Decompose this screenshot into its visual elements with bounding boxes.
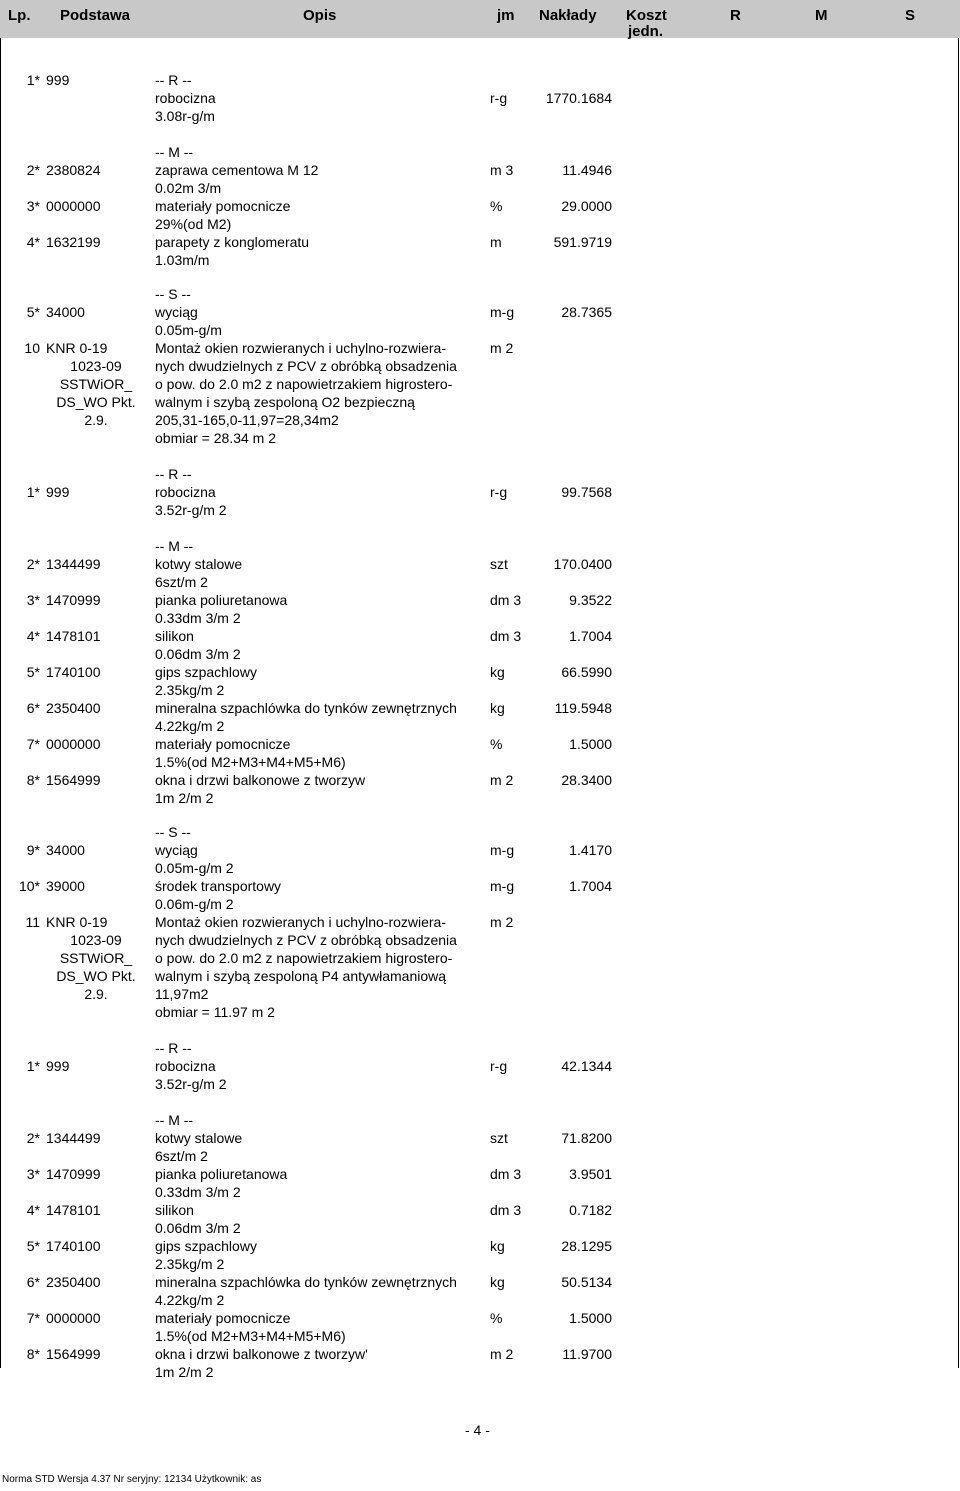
row-jm: m 3 (490, 162, 514, 178)
row-val: 11.4946 (562, 162, 612, 178)
row-val: 99.7568 (561, 484, 612, 500)
row-desc: mineralna szpachlówka do tynków zewnętrznych (155, 1274, 457, 1290)
row-lp: 2* (26, 162, 40, 178)
row-desc: 205,31-165,0-11,97=28,34m2 (155, 412, 339, 428)
row-desc: obmiar = 28.34 m 2 (155, 430, 277, 446)
row-desc: robocizna (155, 484, 216, 500)
row-desc: nych dwudzielnych z PCV z obróbką obsadzenia (155, 932, 457, 948)
row-lp: 4* (26, 1202, 40, 1218)
row-code: 1344499 (46, 556, 101, 572)
row-lp: 1* (26, 484, 40, 500)
header-r: R (730, 7, 741, 24)
row-code: KNR 0-19 (46, 340, 108, 356)
row-code: 0000000 (46, 1310, 101, 1326)
row-lp: 3* (26, 592, 40, 608)
row-code: 1470999 (46, 1166, 101, 1182)
header-podstawa: Podstawa (60, 7, 131, 24)
row-desc: wyciąg (155, 842, 198, 858)
row-code: 2.9. (84, 986, 108, 1002)
row-code: 1564999 (46, 772, 101, 788)
row-desc: 0.02m 3/m (155, 180, 222, 196)
row-lp: 4* (26, 628, 40, 644)
row-desc: gips szpachlowy (155, 664, 257, 680)
row-desc: -- R -- (155, 466, 192, 482)
table-header (0, 0, 960, 38)
row-desc: 0.06m-g/m 2 (155, 896, 234, 912)
row-val: 1.7004 (569, 878, 612, 894)
row-desc: okna i drzwi balkonowe z tworzyw' (155, 1346, 368, 1362)
row-desc: 1m 2/m 2 (155, 1364, 214, 1380)
row-val: 28.1295 (561, 1238, 612, 1254)
row-val: 1.4170 (569, 842, 612, 858)
row-desc: 6szt/m 2 (155, 574, 208, 590)
row-desc: 0.33dm 3/m 2 (155, 1184, 241, 1200)
row-val: 1770.1684 (545, 90, 612, 106)
footer-info: Norma STD Wersja 4.37 Nr seryjny: 12134 Użytkownik: as (2, 1474, 262, 1485)
row-desc: 1.5%(od M2+M3+M4+M5+M6) (155, 754, 346, 770)
row-desc: materiały pomocnicze (155, 1310, 291, 1326)
row-lp: 10 (24, 340, 40, 356)
row-code: 39000 (46, 878, 85, 894)
row-desc: 0.06dm 3/m 2 (155, 646, 241, 662)
row-val: 9.3522 (569, 592, 612, 608)
row-jm: dm 3 (490, 592, 522, 608)
row-jm: dm 3 (490, 628, 522, 644)
row-code: 999 (46, 72, 70, 88)
row-code: DS_WO Pkt. (56, 968, 136, 984)
row-desc: parapety z konglomeratu (155, 234, 310, 250)
header-s: S (905, 7, 916, 24)
row-desc: o pow. do 2.0 m2 z napowietrzakiem higrostero- (155, 376, 453, 392)
row-code: 999 (46, 1058, 70, 1074)
header-naklady: Nakłady (539, 7, 597, 24)
row-jm: % (490, 736, 503, 752)
row-lp: 1* (26, 1058, 40, 1074)
row-desc: 4.22kg/m 2 (155, 1292, 225, 1308)
row-desc: 6szt/m 2 (155, 1148, 208, 1164)
row-jm: kg (490, 1274, 505, 1290)
row-desc: -- S -- (155, 824, 191, 840)
row-jm: m 2 (490, 1346, 514, 1362)
row-val: 1.7004 (569, 628, 612, 644)
row-desc: mineralna szpachlówka do tynków zewnętrznych (155, 700, 457, 716)
row-desc: 1.5%(od M2+M3+M4+M5+M6) (155, 1328, 346, 1344)
row-code: 999 (46, 484, 70, 500)
row-jm: kg (490, 700, 505, 716)
row-code: 1740100 (46, 1238, 101, 1254)
header-koszt: Koszt (626, 7, 667, 24)
row-desc: Montaż okien rozwieranych i uchylno-rozwiera- (155, 914, 447, 930)
row-lp: 3* (26, 1166, 40, 1182)
row-code: 1632199 (46, 234, 101, 250)
row-code: 2350400 (46, 700, 101, 716)
row-desc: obmiar = 11.97 m 2 (155, 1004, 275, 1020)
row-lp: 3* (26, 198, 40, 214)
row-jm: dm 3 (490, 1166, 522, 1182)
row-desc: 11,97m2 (155, 986, 209, 1002)
row-desc: pianka poliuretanowa (155, 1166, 288, 1182)
row-code: 1470999 (46, 592, 101, 608)
row-desc: -- M -- (155, 144, 194, 160)
row-code: 0000000 (46, 198, 101, 214)
header-jm: jm (497, 7, 515, 24)
row-code: 34000 (46, 842, 85, 858)
row-jm: dm 3 (490, 1202, 522, 1218)
row-lp: 7* (26, 736, 40, 752)
row-code: DS_WO Pkt. (56, 394, 136, 410)
row-jm: r-g (490, 1058, 508, 1074)
header-lp: Lp. (8, 7, 31, 24)
row-val: 50.5134 (561, 1274, 612, 1290)
row-val: 11.9700 (562, 1346, 612, 1362)
row-code: 2.9. (84, 412, 108, 428)
row-lp: 8* (26, 772, 40, 788)
row-val: 28.7365 (561, 304, 612, 320)
row-code: 1023-09 (70, 932, 122, 948)
row-desc: silikon (155, 1202, 194, 1218)
row-desc: -- S -- (155, 286, 191, 302)
row-code: 2350400 (46, 1274, 101, 1290)
page-number: - 4 - (465, 1422, 490, 1438)
row-desc: środek transportowy (155, 878, 282, 894)
row-jm: kg (490, 1238, 505, 1254)
row-jm: m (490, 234, 502, 250)
row-code: SSTWiOR_ (59, 376, 133, 392)
row-desc: materiały pomocnicze (155, 736, 291, 752)
row-desc: -- R -- (155, 72, 192, 88)
row-lp: 8* (26, 1346, 40, 1362)
row-code: 1478101 (46, 628, 101, 644)
row-desc: kotwy stalowe (155, 556, 243, 572)
row-code: 2380824 (46, 162, 101, 178)
row-code: 1478101 (46, 1202, 101, 1218)
row-lp: 2* (26, 1130, 40, 1146)
row-val: 170.0400 (553, 556, 612, 572)
row-desc: 0.05m-g/m (155, 322, 222, 338)
row-desc: 1m 2/m 2 (155, 790, 214, 806)
row-jm: m-g (490, 842, 515, 858)
row-lp: 10* (18, 878, 40, 894)
row-val: 71.8200 (561, 1130, 612, 1146)
row-lp: 5* (26, 304, 40, 320)
row-code: 1344499 (46, 1130, 101, 1146)
row-lp: 9* (26, 842, 40, 858)
row-val: 1.5000 (569, 1310, 612, 1326)
row-jm: m 2 (490, 772, 514, 788)
row-desc: zaprawa cementowa M 12 (155, 162, 319, 178)
row-lp: 2* (26, 556, 40, 572)
row-desc: -- M -- (155, 538, 194, 554)
row-desc: nych dwudzielnych z PCV z obróbką obsadzenia (155, 358, 457, 374)
row-lp: 4* (26, 234, 40, 250)
header-m: M (815, 7, 828, 24)
row-desc: 0.05m-g/m 2 (155, 860, 234, 876)
row-desc: 2.35kg/m 2 (155, 682, 225, 698)
row-jm: % (490, 198, 503, 214)
row-desc: kotwy stalowe (155, 1130, 243, 1146)
row-desc: silikon (155, 628, 194, 644)
row-jm: % (490, 1310, 503, 1326)
row-desc: 2.35kg/m 2 (155, 1256, 225, 1272)
row-val: 42.1344 (561, 1058, 612, 1074)
row-lp: 5* (26, 1238, 40, 1254)
row-lp: 5* (26, 664, 40, 680)
row-desc: 4.22kg/m 2 (155, 718, 225, 734)
row-code: 0000000 (46, 736, 101, 752)
row-code: 34000 (46, 304, 85, 320)
row-val: 0.7182 (569, 1202, 612, 1218)
row-code: 1564999 (46, 1346, 101, 1362)
row-code: 1023-09 (70, 358, 122, 374)
row-code: SSTWiOR_ (59, 950, 133, 966)
row-jm: m 2 (490, 914, 514, 930)
header-opis: Opis (303, 7, 337, 24)
row-val: 119.5948 (554, 700, 612, 716)
row-desc: robocizna (155, 1058, 216, 1074)
row-desc: -- R -- (155, 1040, 192, 1056)
row-jm: m-g (490, 878, 515, 894)
row-desc: 3.08r-g/m (155, 108, 215, 124)
row-jm: szt (490, 1130, 508, 1146)
row-jm: r-g (490, 484, 508, 500)
row-desc: Montaż okien rozwieranych i uchylno-rozwiera- (155, 340, 447, 356)
row-jm: kg (490, 664, 505, 680)
row-val: 66.5990 (561, 664, 612, 680)
row-desc: 1.03m/m (155, 252, 210, 268)
row-desc: robocizna (155, 90, 216, 106)
row-val: 1.5000 (569, 736, 612, 752)
row-lp: 1* (26, 72, 40, 88)
row-desc: 0.33dm 3/m 2 (155, 610, 241, 626)
row-jm: m 2 (490, 340, 514, 356)
row-desc: wyciąg (155, 304, 198, 320)
row-jm: r-g (490, 90, 508, 106)
row-desc: o pow. do 2.0 m2 z napowietrzakiem higrostero- (155, 950, 453, 966)
row-jm: szt (490, 556, 508, 572)
row-lp: 7* (26, 1310, 40, 1326)
row-desc: 3.52r-g/m 2 (155, 502, 227, 518)
row-desc: materiały pomocnicze (155, 198, 291, 214)
row-desc: pianka poliuretanowa (155, 592, 288, 608)
row-desc: 0.06dm 3/m 2 (155, 1220, 241, 1236)
row-val: 28.3400 (561, 772, 612, 788)
row-lp: 6* (26, 700, 40, 716)
row-desc: gips szpachlowy (155, 1238, 257, 1254)
row-desc: 29%(od M2) (155, 216, 232, 232)
row-val: 3.9501 (569, 1166, 612, 1182)
row-val: 591.9719 (553, 234, 612, 250)
row-desc: -- M -- (155, 1112, 194, 1128)
row-desc: okna i drzwi balkonowe z tworzyw (155, 772, 366, 788)
row-val: 29.0000 (561, 198, 612, 214)
header-koszt-jedn: jedn. (628, 23, 664, 40)
row-code: 1740100 (46, 664, 101, 680)
row-desc: 3.52r-g/m 2 (155, 1076, 227, 1092)
row-lp: 6* (26, 1274, 40, 1290)
row-desc: walnym i szybą zespoloną P4 antywłamaniową (155, 968, 447, 984)
row-jm: m-g (490, 304, 515, 320)
table-border-right (958, 38, 959, 1368)
row-desc: walnym i szybą zespoloną O2 bezpieczną (155, 394, 415, 410)
row-code: KNR 0-19 (46, 914, 108, 930)
row-lp: 11 (25, 914, 40, 930)
